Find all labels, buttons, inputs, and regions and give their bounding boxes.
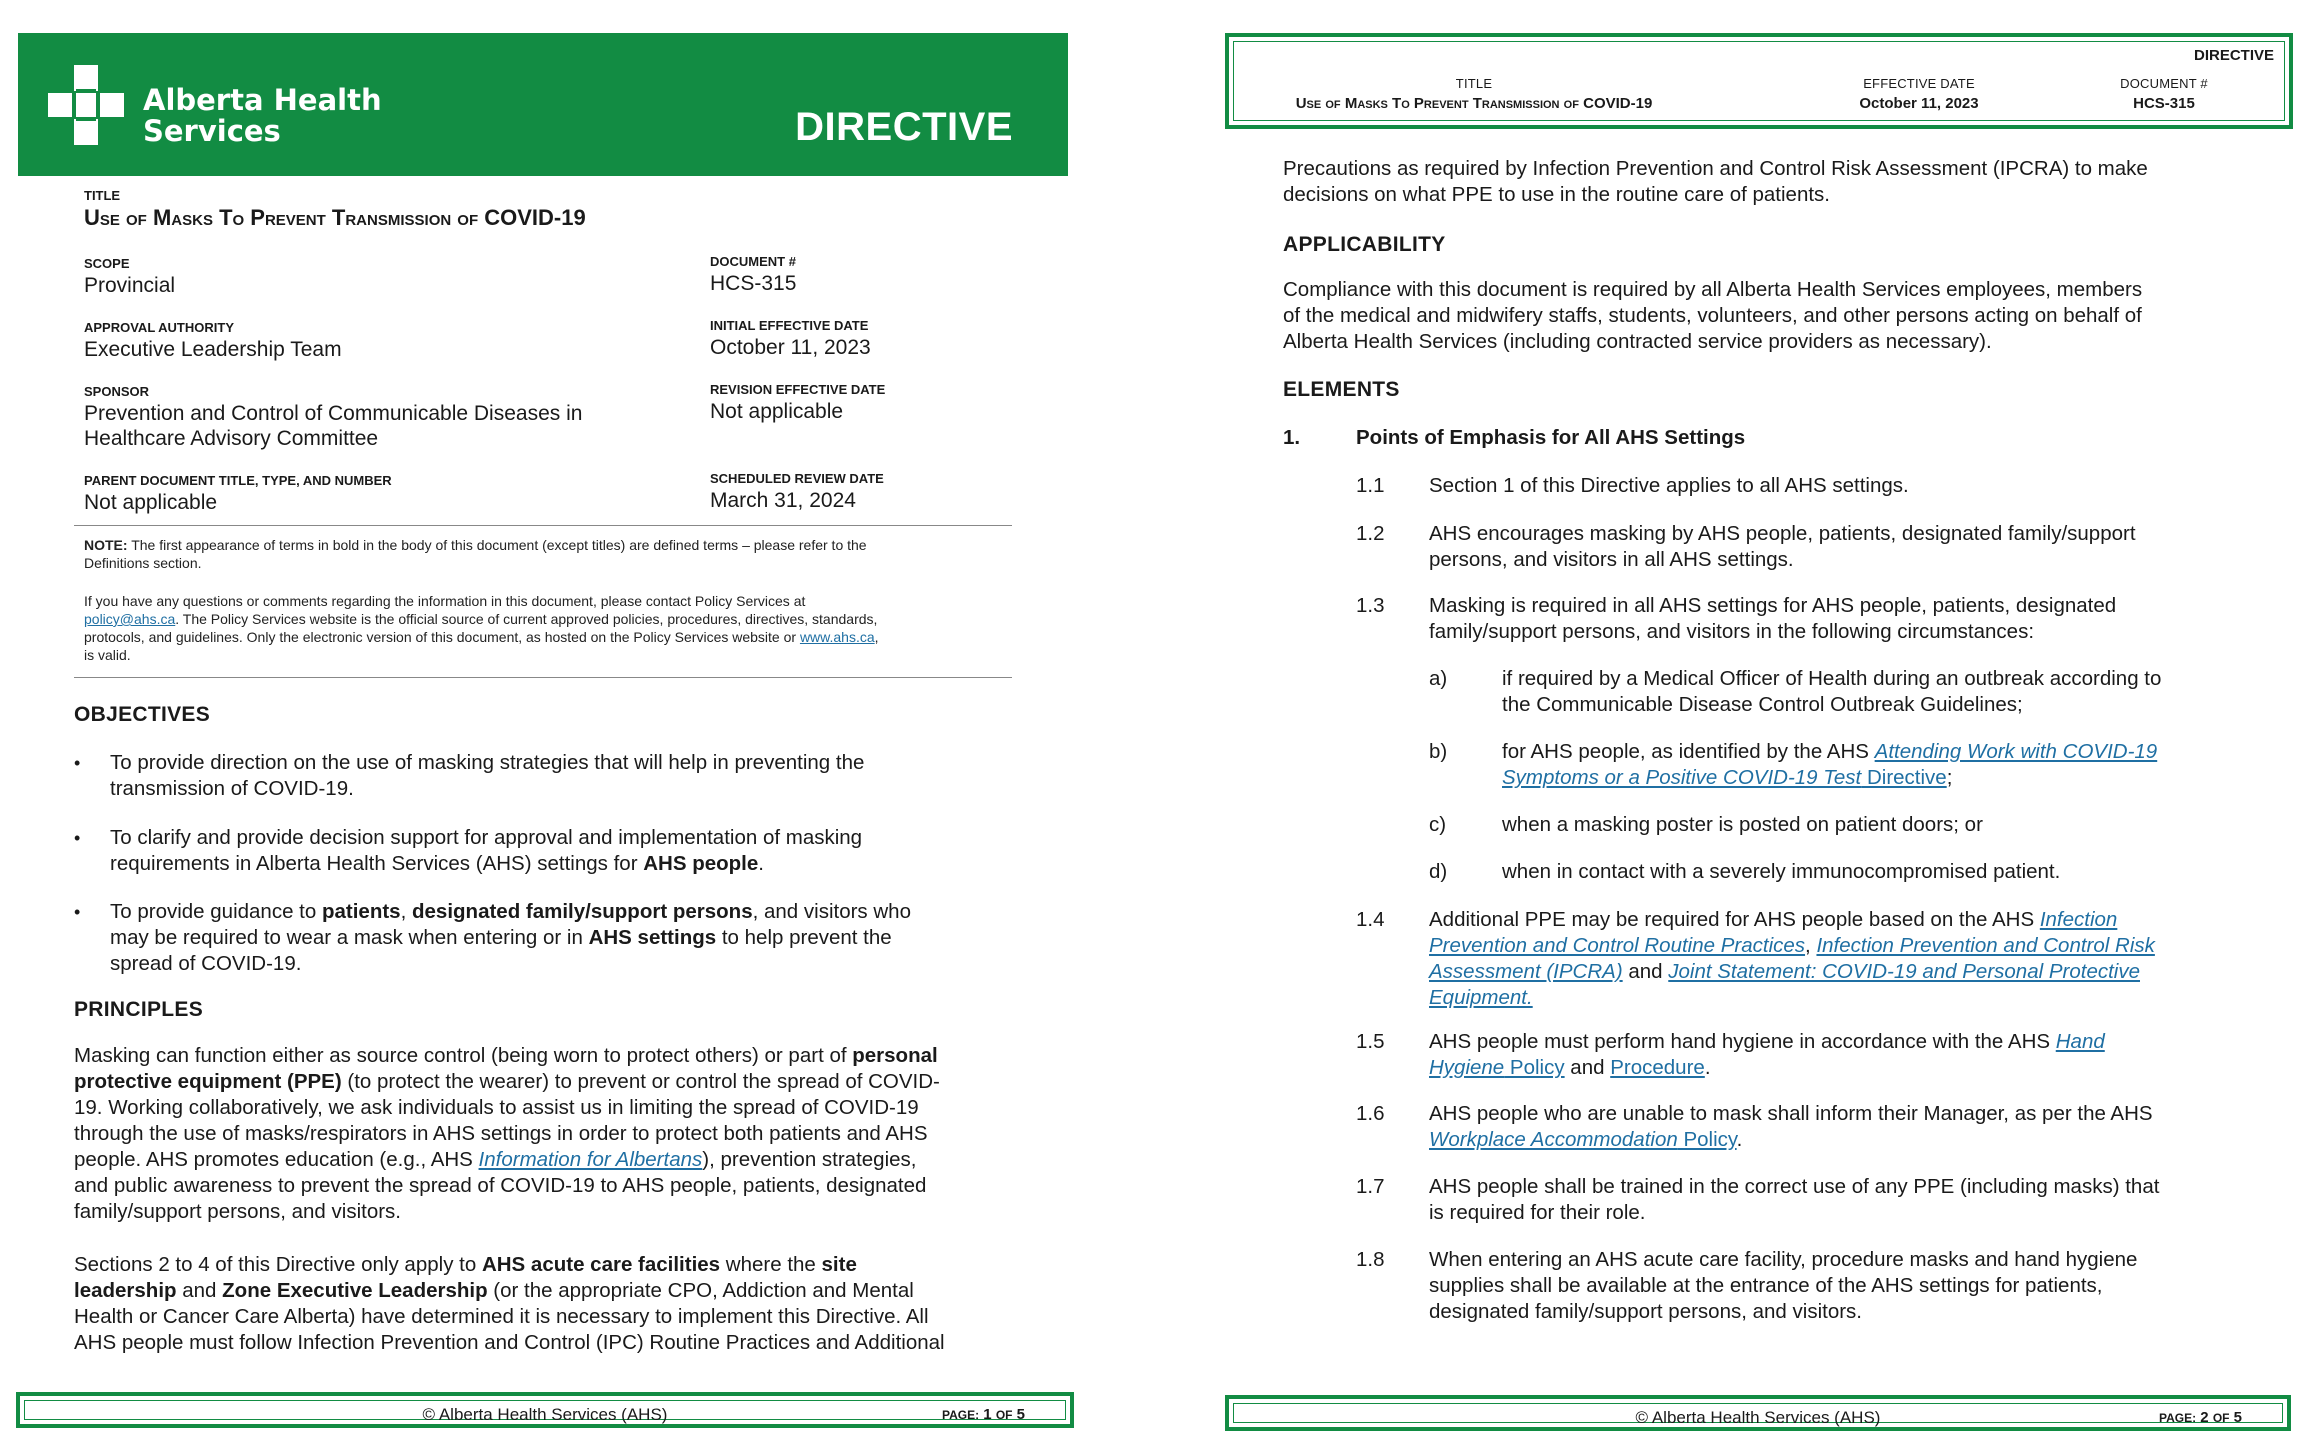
section-heading: Points of Emphasis for All AHS Settings — [1356, 426, 1746, 449]
header-effective-date-field: EFFECTIVE DATE October 11, 2023 — [1859, 76, 1979, 112]
element-item: Section 1 of this Directive applies to all AHS settings. — [1429, 474, 1909, 497]
element-item: AHS people who are unable to mask shall inform their Manager, as per the AHS Workplace Accommodation Policy. — [1429, 1102, 2153, 1151]
policy-link[interactable]: Policy — [1504, 1056, 1565, 1079]
attending-work-covid-link[interactable]: Symptoms or a Positive COVID-19 Test — [1502, 766, 1862, 789]
header-title-field: TITLE Use of Masks To Prevent Transmission of COVID-19 — [1295, 76, 1653, 112]
sponsor-field: SPONSOR Prevention and Control of Communicable Diseases in Healthcare Advisory Committee — [84, 384, 583, 450]
intro-paragraph: Precautions as required by Infection Prevention and Control Risk Assessment (IPCRA) to make decisions on what PPE to use in the routine care of patients. — [1283, 157, 2148, 206]
sub-item: when in contact with a severely immunocompromised patient. — [1502, 860, 2061, 883]
procedure-link[interactable]: Procedure — [1610, 1056, 1705, 1079]
ahs-logo-icon — [48, 65, 124, 145]
ipcra-link[interactable]: Infection Prevention and Control Risk — [1816, 934, 2155, 957]
objective-item: • To clarify and provide decision support for approval and implementation of masking requirements in Alberta Health Services (AHS) settings for AHS people. — [74, 826, 863, 875]
header-document-number-field: DOCUMENT # HCS-315 — [2120, 76, 2208, 112]
doc-type-label: DIRECTIVE — [795, 105, 1013, 149]
sub-item: if required by a Medical Officer of Health during an outbreak according to the Communicable Disease Control Outbreak Guidelines; — [1502, 667, 2162, 716]
page-header-banner — [18, 33, 1068, 176]
principles-heading: PRINCIPLES — [74, 998, 204, 1021]
objective-item: • To provide guidance to patients, designated family/support persons, and visitors who may be required to wear a mask when entering or in AHS settings to help prevent the spread of COVID-19. — [74, 900, 911, 975]
parent-document-field: PARENT DOCUMENT TITLE, TYPE, AND NUMBER Not applicable — [84, 473, 392, 514]
policy-email-link[interactable]: policy@ahs.ca — [84, 611, 176, 627]
page-footer — [16, 1392, 1074, 1428]
ipc-routine-practices-link[interactable]: Prevention and Control Routine Practices — [1429, 934, 1806, 957]
policy-link[interactable]: Policy — [1677, 1128, 1737, 1151]
ipcra-link[interactable]: Assessment (IPCRA) — [1429, 960, 1623, 983]
document-page-1 — [0, 0, 1090, 1451]
hand-hygiene-policy-link[interactable]: Hand — [2055, 1030, 2105, 1053]
objective-item: • To provide direction on the use of masking strategies that will help in preventing the transmission of COVID-19. — [74, 751, 865, 800]
page-number: PAGE: 1 OF 5 — [942, 1406, 1025, 1423]
copyright-text: © Alberta Health Services (AHS) — [422, 1405, 668, 1424]
scheduled-review-date-field: SCHEDULED REVIEW DATE March 31, 2024 — [710, 471, 884, 512]
element-item: AHS people shall be trained in the correct use of any PPE (including masks) that is required for their role. — [1429, 1175, 2160, 1224]
element-item: AHS people must perform hand hygiene in accordance with the AHS Hand Hygiene Policy and Procedure. — [1429, 1030, 2105, 1079]
copyright-text: © Alberta Health Services (AHS) — [1635, 1408, 1881, 1427]
applicability-heading: APPLICABILITY — [1283, 233, 1446, 256]
document-title: Use of Masks To Prevent Transmission of COVID-19 — [84, 205, 586, 230]
divider — [74, 525, 1012, 526]
initial-effective-date-field: INITIAL EFFECTIVE DATE October 11, 2023 — [710, 318, 871, 359]
scope-field: SCOPE Provincial — [84, 256, 176, 297]
ahs-website-link[interactable]: www.ahs.ca — [799, 629, 875, 645]
ipc-routine-practices-link[interactable]: Infection — [2039, 908, 2118, 931]
principles-paragraph: Masking can function either as source control (being worn to protect others) or part of personal protective equipment (PPE) (to protect the wearer) to prevent or control the spread of COVID- 19. Working collaboratively, we ask individuals to assist us in limiting the spread of COVID-19 through the use of masks/respirators in AHS settings in order to protect both patients and AHS people. AHS promotes education (e.g., AHS Information for Albertans), prevention strategies, and public awareness to prevent the spread of COVID-19 to AHS people, patients, designated family/support persons, and visitors. — [74, 1044, 940, 1223]
definitions-note: NOTE: The first appearance of terms in bold in the body of this document (except titles) are defined terms – please refer to the Definitions section. — [84, 537, 867, 571]
sub-item: for AHS people, as identified by the AHS Attending Work with COVID-19 Symptoms or a Positive COVID-19 Test Directive; — [1502, 740, 2158, 789]
applicability-paragraph: Compliance with this document is required by all Alberta Health Services employees, members of the medical and midwifery staffs, students, volunteers, and other persons acting on behalf of Alberta Health Services (including contracted service providers as necessary). — [1283, 278, 2143, 353]
revision-effective-date-field: REVISION EFFECTIVE DATE Not applicable — [710, 382, 886, 423]
principles-paragraph: Sections 2 to 4 of this Directive only apply to AHS acute care facilities where the site leadership and Zone Executive Leadership (or the appropriate CPO, Addiction and Mental Health or Cancer Care Alberta) have determined it is necessary to implement this Directive. All AHS people must follow Infection Prevention and Control (IPC) Routine Practices and Additional — [74, 1253, 945, 1354]
approval-authority-field: APPROVAL AUTHORITY Executive Leadership Team — [84, 320, 342, 361]
element-item: When entering an AHS acute care facility, procedure masks and hand hygiene supplies shall be available at the entrance of the AHS settings for patients, designated family/support persons, and visitors. — [1429, 1248, 2138, 1323]
document-number-field: DOCUMENT # HCS-315 — [710, 254, 797, 295]
bullet-icon: • — [74, 753, 81, 773]
attending-work-covid-link[interactable]: Attending Work with COVID-19 — [1874, 740, 2158, 763]
directive-link[interactable]: Directive — [1861, 766, 1947, 789]
joint-statement-ppe-link[interactable]: Equipment. — [1429, 986, 1533, 1009]
sub-item: when a masking poster is posted on patient doors; or — [1502, 813, 1983, 836]
workplace-accommodation-link[interactable]: Workplace Accommodation — [1429, 1128, 1678, 1151]
document-page-2: DIRECTIVE TITLE Use of Masks To Prevent Transmission of COVID-19 EFFECTIVE DATE October 11, 2023 DOCUMENT # HCS-315 Precautions as required by Infection Prevention and Control Risk Assessment (IPCRA) to make decisions on what PPE to use in the routine care of patients. APPLICABILITY Compliance with this document is required by all Alberta Health Services employees, members of the medical and midwifery staffs, students, volunteers, and other persons acting on behalf of Alberta Health Services (including contracted service providers as necessary). ELEMENTS 1. Points of Emphasis for All AHS Settings 1.1 Section 1 of this Directive applies to all AHS settings. 1.2 AHS encourages masking by AHS people, patients, designated family/support persons, and visitors in all AHS settings. 1.3 Masking is required in all AHS settings for AHS people, patients, designated family/support persons, and visitors in the following circumstances: a) if required by a Medical Officer of Health during an outbreak according to the Communicable Disease Control Outbreak Guidelines; b) for AHS people, as identified by the AHS Attending Work with COVID-19 Symptoms or a Positive COVID-19 Test Directive; c) when a masking poster is posted on patient doors; or d) when in contact with a severely immunocompromised patient. 1.4 Additional PPE may be required for AHS people based on the AHS Infection Prevention and Control Routine Practices, Infection Prevention and Control Risk Assessment (IPCRA) and Joint Statement: COVID-19 and Personal Protective Equipment. 1.5 AHS people must perform hand hygiene in accordance with the AHS Hand Hygiene Policy and Procedure. 1.6 AHS people who are unable to mask shall inform their Manager, as per the AHS Workplace Accommodation Policy. 1.7 AHS people shall be trained in the correct use of any PPE (including masks) that is required for their role. 1.8 When entering an AHS acute care facility, procedure masks and hand hygiene supplies shall be available at the entrance of the AHS settings for patients, designated family/support persons, and visitors. © Alberta Health Services (AHS) PAGE: 2 OF 5 — [1215, 0, 2299, 1451]
element-item: Masking is required in all AHS settings for AHS people, patients, designated family/support persons, and visitors in the following circumstances: — [1429, 594, 2117, 643]
doc-type-label: DIRECTIVE — [2193, 47, 2274, 64]
bullet-icon: • — [74, 828, 81, 848]
contact-note: If you have any questions or comments regarding the information in this document, please contact Policy Services at policy@ahs.ca. The Policy Services website is the official source of current approved policies, procedures, directives, standards, protocols, and guidelines. Only the electronic version of this document, as hosted on the Policy Services website or www.ahs.ca, is valid. — [84, 593, 879, 663]
element-item: AHS encourages masking by AHS people, patients, designated family/support persons, and visitors in all AHS settings. — [1429, 522, 2136, 571]
joint-statement-ppe-link[interactable]: Joint Statement: COVID-19 and Personal Protective — [1668, 960, 2140, 983]
elements-heading: ELEMENTS — [1283, 378, 1400, 401]
divider — [74, 677, 1012, 678]
title-field: TITLE Use of Masks To Prevent Transmission of COVID-19 — [84, 188, 586, 230]
page-number: PAGE: 2 OF 5 — [2159, 1409, 2242, 1426]
bullet-icon: • — [74, 902, 81, 922]
hand-hygiene-policy-link[interactable]: Hygiene — [1429, 1056, 1505, 1079]
objectives-heading: OBJECTIVES — [74, 703, 211, 726]
org-name: Alberta Health Services — [143, 83, 382, 148]
element-item: Additional PPE may be required for AHS people based on the AHS Infection Prevention and Control Routine Practices, Infection Prevention and Control Risk Assessment (IPCRA) and Joint Statement: COVID-19 and Personal Protective Equipment. — [1429, 908, 2155, 1009]
page-header-box — [1225, 33, 2293, 129]
information-for-albertans-link[interactable]: Information for Albertans — [478, 1148, 703, 1171]
page-footer — [1225, 1395, 2291, 1431]
